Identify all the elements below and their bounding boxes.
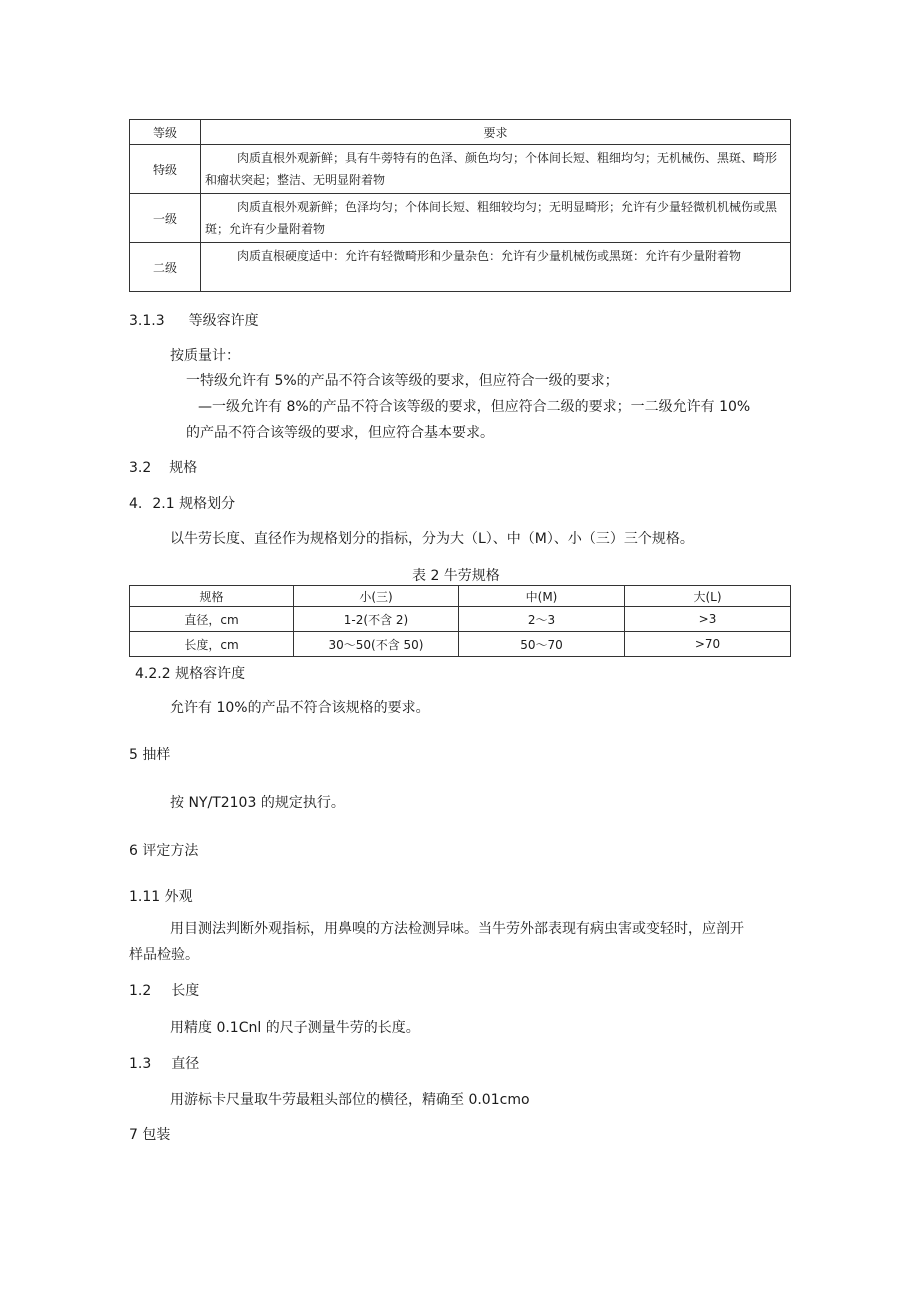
table-caption: 表 2 牛劳规格 xyxy=(412,568,500,584)
spec-table xyxy=(129,585,791,657)
spec-cell: >3 xyxy=(625,607,791,632)
paragraph: 用目测法判断外观指标，用鼻嗅的方法检测异味。当牛劳外部表现有病虫害或变轻时，应剖开 xyxy=(170,921,744,937)
spec-cell: 30～50(不含 50) xyxy=(294,632,459,657)
section-heading: 1.2 长度 xyxy=(129,983,200,999)
grade-header: 等级 xyxy=(130,120,201,145)
spec-cell: 2～3 xyxy=(459,607,625,632)
grade-cell: 一级 xyxy=(130,194,201,243)
requirement-cell: 肉质直根外观新鲜；具有牛蒡特有的色泽、颜色均匀；个体间长短、粗细均匀；无机械伤、黑斑、畸形和瘤状突起；整洁、无明显附着物 xyxy=(201,145,791,194)
paragraph: 按 NY/T2103 的规定执行。 xyxy=(170,795,345,811)
spec-cell: >70 xyxy=(625,632,791,657)
paragraph: 的产品不符合该等级的要求，但应符合基本要求。 xyxy=(186,425,494,441)
requirement-cell: 肉质直根硬度适中：允许有轻微畸形和少量杂色：允许有少量机械伤或黑斑：允许有少量附着物 xyxy=(201,243,791,292)
paragraph: 用游标卡尺量取牛劳最粗头部位的横径，精确至 0.01cmo xyxy=(170,1092,530,1108)
requirement-header: 要求 xyxy=(201,120,791,145)
section-heading: 5 抽样 xyxy=(129,747,171,763)
grade-cell: 二级 xyxy=(130,243,201,292)
section-heading: 7 包装 xyxy=(129,1127,171,1143)
spec-cell: 1-2(不含 2) xyxy=(294,607,459,632)
paragraph: 用精度 0.1Cnl 的尺子测量牛劳的长度。 xyxy=(170,1020,420,1036)
grade-cell: 特级 xyxy=(130,145,201,194)
spec-cell: 长度，cm xyxy=(130,632,294,657)
paragraph: 以牛劳长度、直径作为规格划分的指标，分为大（L）、中（M）、小（三）三个规格。 xyxy=(170,531,694,547)
paragraph: —一级允许有 8%的产品不符合该等级的要求，但应符合二级的要求；一二级允许有 10% xyxy=(198,399,751,415)
spec-cell: 直径，cm xyxy=(130,607,294,632)
spec-header: 规格 xyxy=(130,586,294,607)
paragraph: 样品检验。 xyxy=(129,947,199,963)
section-heading: 1.11 外观 xyxy=(129,889,193,905)
paragraph: 按质量计： xyxy=(170,348,240,364)
section-heading: 6 评定方法 xyxy=(129,843,199,859)
spec-header: 小(三) xyxy=(294,586,459,607)
requirement-cell: 肉质直根外观新鲜；色泽均匀；个体间长短、粗细较均匀；无明显畸形；允许有少量轻微机机械伤或黑斑；允许有少量附着物 xyxy=(201,194,791,243)
section-heading: 4.2.2 规格容许度 xyxy=(135,666,246,682)
grade-table xyxy=(129,119,791,292)
section-heading: 3.2 规格 xyxy=(129,460,198,476)
section-heading: 1.3 直径 xyxy=(129,1056,200,1072)
spec-cell: 50～70 xyxy=(459,632,625,657)
spec-header: 大(L) xyxy=(625,586,791,607)
paragraph: 允许有 10%的产品不符合该规格的要求。 xyxy=(170,700,430,716)
spec-header: 中(M) xyxy=(459,586,625,607)
section-heading: 4. 2.1 规格划分 xyxy=(129,496,236,512)
section-heading: 3.1.3 等级容许度 xyxy=(129,313,259,329)
paragraph: 一特级允许有 5%的产品不符合该等级的要求，但应符合一级的要求； xyxy=(186,373,619,389)
